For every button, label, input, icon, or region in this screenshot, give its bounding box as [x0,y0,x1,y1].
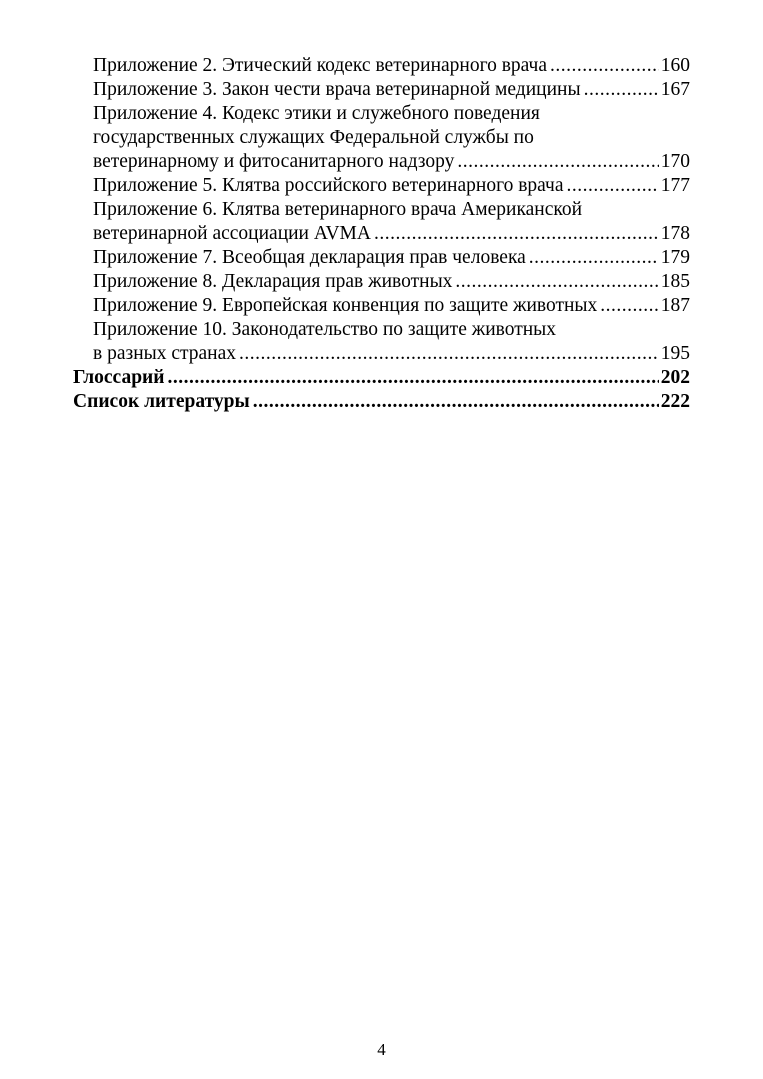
toc-entry-page: 177 [660,175,690,196]
toc-entry-line: Приложение 10. Законодательство по защите животных [93,319,557,340]
toc-entry-page: 167 [660,79,690,100]
toc-entry [73,390,690,414]
toc-entry-title: Приложение 2. Этический кодекс ветеринарного врача [93,55,548,76]
toc-entry-line: государственных служащих Федеральной службы по [93,127,534,148]
toc-entry [73,366,690,390]
toc-entry-last-line [93,246,690,270]
toc-entry-line: Приложение 4. Кодекс этики и служебного поведения [93,103,540,124]
toc-entry-title: Список литературы [73,391,250,412]
toc-entry-last-line [93,150,690,174]
toc-entry-page: 178 [660,223,690,244]
toc-entry-last-line [93,174,690,198]
toc-entry-title: в разных странах [93,343,237,364]
toc-entry-page: 160 [660,55,690,76]
toc-entry-title: Приложение 7. Всеобщая декларация прав человека [93,247,526,268]
toc-entry [73,270,690,294]
toc-entry-page: 202 [660,367,690,388]
dot-leader [567,174,659,198]
toc-entry-title: Глоссарий [73,367,165,388]
dot-leader [239,342,659,366]
toc-entry-title: Приложение 3. Закон чести врача ветеринарной медицины [93,79,581,100]
toc-entry-title: ветеринарной ассоциации AVMA [93,223,371,244]
toc-entry-last-line [93,54,690,78]
toc-entry-last-line [93,270,690,294]
toc-entry-last-line [93,294,690,318]
page-number: 4 [377,1040,386,1059]
toc-entry-last-line [73,390,690,414]
toc-entry-page: 179 [660,247,690,268]
dot-leader [168,366,659,390]
table-of-contents [73,54,690,414]
dot-leader [550,54,659,78]
dot-leader [600,294,658,318]
toc-entry-line: Приложение 6. Клятва ветеринарного врача Американской [93,199,583,220]
dot-leader [457,150,658,174]
toc-entry-title: Приложение 5. Клятва российского ветеринарного врача [93,175,564,196]
toc-entry [73,54,690,78]
dot-leader [584,78,659,102]
toc-entry [73,174,690,198]
dot-leader [253,390,659,414]
toc-entry-page: 185 [660,271,690,292]
toc-entry [73,198,690,246]
toc-entry [73,294,690,318]
toc-entry-title: Приложение 8. Декларация прав животных [93,271,453,292]
toc-entry-last-line [93,78,690,102]
toc-entry-page: 187 [660,295,690,316]
toc-entry-last-line [93,222,690,246]
toc-entry-title: ветеринарному и фитосанитарного надзору [93,151,455,172]
dot-leader [374,222,659,246]
toc-entry-page: 170 [660,151,690,172]
toc-entry-last-line [73,366,690,390]
toc-entry-title: Приложение 9. Европейская конвенция по защите животных [93,295,598,316]
toc-entry-page: 222 [660,391,690,412]
toc-entry-page: 195 [660,343,690,364]
toc-entry [73,246,690,270]
toc-entry [73,102,690,174]
toc-entry [73,78,690,102]
toc-entry-last-line [93,342,690,366]
toc-entry [73,318,690,366]
dot-leader [455,270,658,294]
dot-leader [529,246,659,270]
